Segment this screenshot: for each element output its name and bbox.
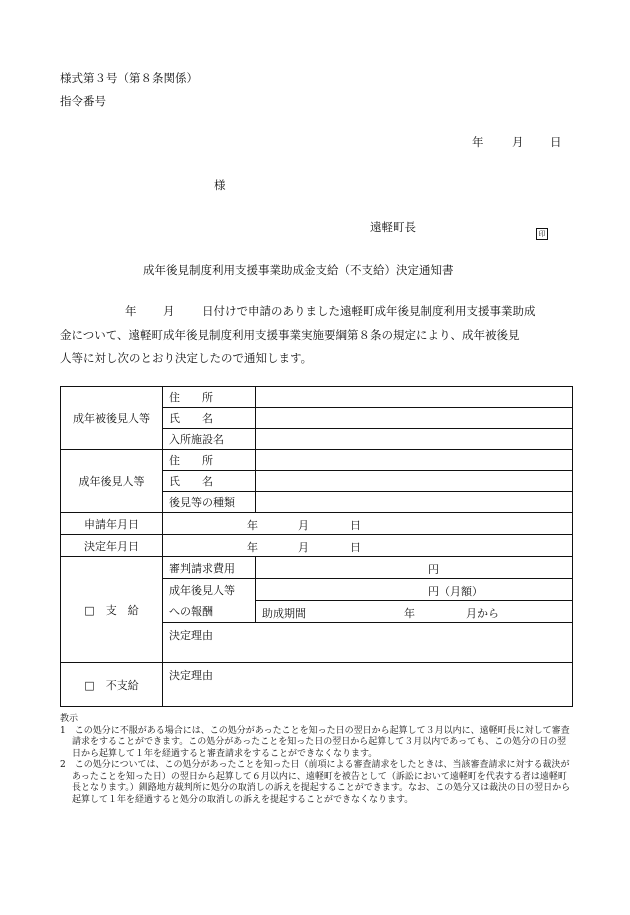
instructions-heading: 教示 [60, 714, 79, 724]
decision-table [60, 386, 573, 707]
nopay-label: □ 不支給 [84, 678, 139, 692]
document-title: 成年後見制度利用支援事業助成金支給（不支給）決定通知書 [143, 263, 454, 277]
subsidy-period-field[interactable] [256, 601, 573, 623]
trial-cost-label: 審判請求費用 [163, 557, 256, 579]
ward-facility-label: 入所施設名 [163, 429, 256, 450]
guardian-type-field[interactable] [256, 492, 573, 513]
guardian-type-label: 後見等の種類 [163, 492, 256, 513]
subsidy-period-year: 年 [404, 606, 415, 620]
body-year: 年 [125, 304, 137, 318]
guardian-name-field[interactable] [256, 471, 573, 492]
seal-text: 印 [536, 228, 548, 240]
guardian-name-label: 氏 名 [163, 471, 256, 492]
pay-label: □ 支 給 [84, 603, 139, 617]
date-year-label: 年 [472, 135, 484, 149]
guardian-label: 成年後見人等 [61, 450, 163, 513]
body-line-2: 金について、遠軽町成年後見制度利用支援事業実施要綱第８条の規定により、成年被後見 [60, 328, 520, 342]
application-date-year: 年 [247, 518, 258, 532]
subsidy-period-label: 助成期間 [262, 606, 306, 620]
decision-date-label: 決定年月日 [61, 535, 163, 557]
ward-name-label: 氏 名 [163, 408, 256, 429]
application-date-day: 日 [350, 518, 361, 532]
application-date-field[interactable] [163, 513, 573, 535]
decision-date-field[interactable] [163, 535, 573, 557]
decision-date-year: 年 [247, 540, 258, 554]
ward-address-label: 住 所 [163, 387, 256, 408]
nopay-reason-label: 決定理由 [169, 669, 213, 682]
pay-reason-label: 決定理由 [169, 629, 213, 642]
monthly-fee-yen: 円（月額） [428, 584, 483, 598]
application-date-label: 申請年月日 [61, 513, 163, 535]
subsidy-period-from: 月から [466, 606, 499, 620]
trial-cost-field[interactable] [256, 557, 573, 579]
date-month-label: 月 [512, 135, 524, 149]
fee-label-line1: 成年後見人等 [163, 579, 256, 601]
instruction-item-1: 1 この処分に不服がある場合には、この処分があったことを知った日の翌日から起算して３月以内に、遠軽町長に対して審査請求をすることができます。この処分があったことを知った日の翌日から起算して３月以内であっても、この処分の日の翌日から起算して１年を経過すると審査請求をすることができなくなります。 [60, 725, 570, 759]
nopay-reason-field[interactable] [163, 663, 573, 707]
decision-date-month: 月 [298, 540, 309, 554]
body-line-1: 日付けで申請のありました遠軽町成年後見制度利用支援事業助成 [202, 304, 536, 318]
fee-label-line2: への報酬 [163, 601, 256, 623]
pay-option[interactable] [61, 557, 163, 663]
instruction-item-2: 2 この処分については、この処分があったことを知った日（前項による審査請求をしたときは、当該審査請求に対する裁決があったことを知った日）の翌日から起算して６月以内に、遠軽町を被告として（訴訟において遠軽町を代表する者は遠軽町長となります。）釧路地方裁判所に処分の取消しの訴えを提起することができます。なお、この処分又は裁決の日の翌日から起算して１年を経過すると処分の取消しの訴えを提起することができなくなります。 [60, 760, 571, 805]
ward-name-field[interactable] [256, 408, 573, 429]
guardian-address-label: 住 所 [163, 450, 256, 471]
trial-cost-yen: 円 [428, 562, 439, 576]
issuer-name: 遠軽町長 [370, 220, 416, 234]
ward-facility-field[interactable] [256, 429, 573, 450]
nopay-option[interactable] [61, 663, 163, 707]
body-month: 月 [163, 304, 175, 318]
form-number: 様式第３号（第８条関係） [60, 71, 198, 85]
body-line-3: 人等に対し次のとおり決定したので通知します。 [60, 351, 313, 365]
addressee-suffix: 様 [214, 178, 226, 192]
instructions [60, 714, 575, 806]
pay-reason-field[interactable] [163, 623, 573, 663]
application-date-month: 月 [298, 518, 309, 532]
ward-label: 成年被後見人等 [61, 387, 163, 450]
date-day-label: 日 [550, 135, 562, 149]
order-number-label: 指令番号 [60, 94, 106, 108]
guardian-address-field[interactable] [256, 450, 573, 471]
ward-address-field[interactable] [256, 387, 573, 408]
seal-mark [536, 221, 548, 240]
decision-date-day: 日 [350, 540, 361, 554]
monthly-fee-field[interactable] [256, 579, 573, 601]
